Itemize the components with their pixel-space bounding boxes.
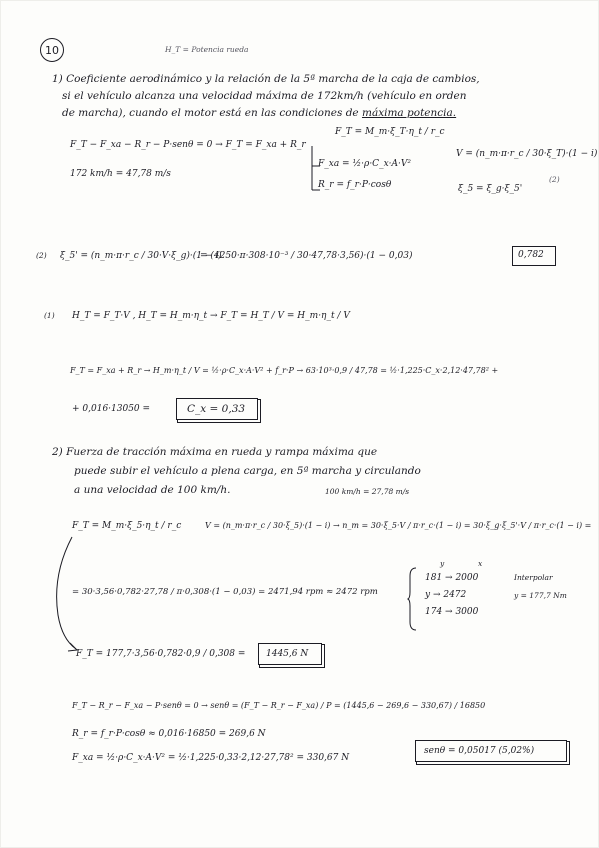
page-number: 10 (45, 43, 59, 57)
header-note: H_T = Potencia rueda (165, 45, 249, 54)
s4-nm-calc: = 30·3,56·0,782·27,78 / π·0,308·(1 − 0,03) = 2471,94 rpm ≈ 2472 rpm (72, 587, 378, 597)
s3-label: (1) (44, 311, 55, 320)
s1-speed: 172 km/h = 47,78 m/s (70, 169, 171, 179)
branch-bracket (308, 146, 322, 194)
q2-line1: 2) Fuerza de tracción máxima en rueda y rampa máxima que (52, 446, 378, 458)
s1-ft-def: F_T = M_m·ξ_T·η_t / r_c (335, 127, 445, 137)
interp-label: Interpolar (514, 573, 553, 582)
s1-xi-def: ξ_5 = ξ_g·ξ_5' (458, 184, 523, 194)
interp-head-x: x (478, 559, 483, 568)
s3-result-box (176, 398, 258, 420)
s5-fxa-calc: F_xa = ½·ρ·C_x·A·V² = ½·1,225·0,33·2,12·27,78² = 330,67 N (72, 753, 350, 763)
s2-label: (2) (36, 251, 47, 260)
q2-speed-note: 100 km/h = 27,78 m/s (325, 487, 410, 496)
s1-fxa-def: F_xa = ½·ρ·C_x·A·V² (318, 159, 411, 169)
q1-line3 (62, 108, 456, 119)
interp-row-1: 181 → 2000 (425, 573, 479, 583)
page-number-badge (40, 38, 64, 62)
s2-mid: = (4250·π·308·10⁻³ / 30·47,78·3,56)·(1 − 0,03) (200, 251, 413, 261)
q1-line3-b: máxima potencia. (361, 107, 457, 119)
s1-v-def: V = (n_m·π·r_c / 30·ξ_T)·(1 − i) (456, 149, 598, 159)
s3-cont: + 0,016·13050 = (72, 404, 151, 414)
s5-balance: F_T − R_r − F_xa − P·senθ = 0 → senθ = (F_T − R_r − F_xa) / P = (1445,6 − 269,6 − 330,67) / 16850 (72, 701, 486, 710)
interp-row-3: 174 → 3000 (425, 607, 479, 617)
s1-note: (2) (549, 175, 560, 184)
interp-result: y = 177,7 Nm (514, 591, 567, 600)
s1-balance-eq: F_T − F_xa − R_r − P·senθ = 0 → F_T = F_xa + R_r (70, 140, 306, 150)
s5-result-box (415, 740, 567, 762)
s3-result: C_x = 0,33 (187, 403, 246, 415)
s3-eq: H_T = F_T·V , H_T = H_m·η_t → F_T = H_T / V = H_m·η_t / V (72, 311, 350, 321)
s2-lhs: ξ_5' = (n_m·π·r_c / 30·V·ξ_g)·(1 − i) (60, 251, 222, 261)
interp-head-y: y (440, 559, 445, 568)
s1-rr-def: R_r = f_r·P·cosθ (318, 180, 392, 190)
s2-result-box (512, 246, 556, 266)
q1-line1: 1) Coeficiente aerodinámico y la relación de la 5ª marcha de la caja de cambios, (52, 73, 480, 85)
s4-ft-result: 1445,6 N (266, 649, 309, 659)
s4-ft-result-box (258, 643, 322, 665)
q2-line3: a una velocidad de 100 km/h. (74, 484, 231, 496)
interp-bracket (408, 568, 418, 630)
s3-main: F_T = F_xa + R_r → H_m·η_t / V = ½·ρ·C_x·A·V² + f_r·P → 63·10³·0,9 / 47,78 = ½·1,225·C_x·2,12·47,78² + (70, 366, 499, 375)
s5-result: senθ = 0,05017 (5,02%) (424, 746, 535, 756)
s5-rr-calc: R_r = f_r·P·cosθ ≈ 0,016·16850 = 269,6 N (72, 729, 266, 739)
s2-result: 0,782 (518, 250, 544, 260)
s4-ft-calc: F_T = 177,7·3,56·0,782·0,9 / 0,308 = (76, 649, 246, 659)
s4-v-def: V = (n_m·π·r_c / 30·ξ_5)·(1 − i) → n_m = 30·ξ_5·V / π·r_c·(1 − i) = 30·ξ_g·ξ_5'·V / π·r_c·(1 − i) = (205, 521, 592, 530)
curved-arrow (50, 535, 80, 655)
q1-line2: si el vehículo alcanza una velocidad máxima de 172km/h (vehículo en orden (62, 90, 467, 102)
interp-row-2: y → 2472 (425, 590, 467, 600)
q2-line2: puede subir el vehículo a plena carga, en 5ª marcha y circulando (74, 465, 421, 477)
q1-line3-a: de marcha), cuando el motor está en las condiciones de (62, 107, 359, 119)
s4-ft-def: F_T = M_m·ξ_5·η_t / r_c (72, 521, 182, 531)
